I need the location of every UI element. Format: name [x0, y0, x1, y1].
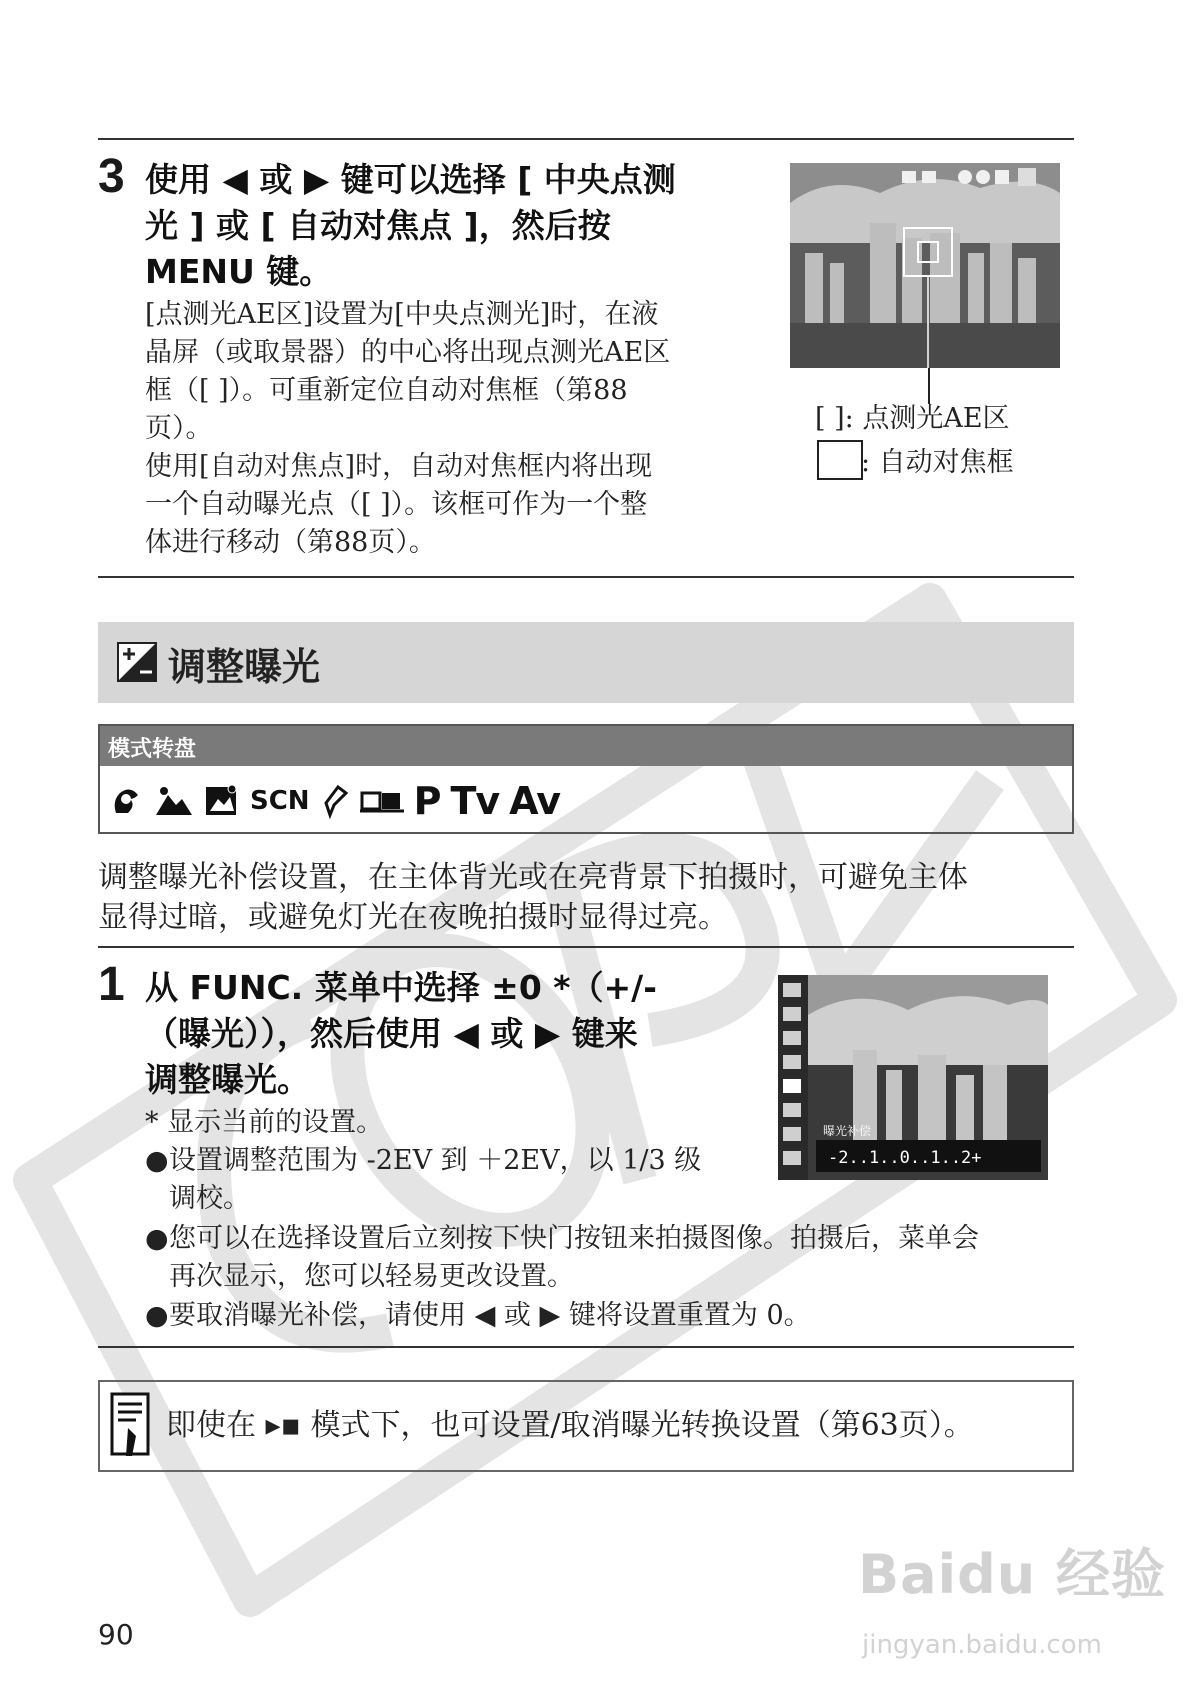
scn-mode-label: SCN: [250, 786, 310, 816]
section-title: 调整曝光: [168, 645, 321, 689]
af-frame-swatch: [817, 440, 863, 480]
step-number: 1: [98, 958, 125, 1011]
af-frame-legend: : 自动对焦框: [861, 447, 1014, 478]
camera-lcd-image: [790, 163, 1060, 368]
lcd-exposure-scale: -2..1..0..1..2+: [828, 1148, 982, 1168]
intro-paragraph: [98, 858, 1088, 938]
mode-dial-box: [98, 724, 1074, 834]
step-title-line: MENU 键。: [145, 252, 333, 291]
portrait-mode-icon: [108, 783, 144, 819]
bullet-item: [145, 1142, 785, 1218]
baidu-url: jingyan.baidu.com: [862, 1630, 1102, 1660]
text-line: 使用[自动对焦点]时，自动对焦框内将出现: [145, 451, 653, 482]
bullet-item: [145, 1220, 1105, 1296]
av-mode-label: Av: [509, 779, 560, 823]
exposure-compensation-icon: [117, 642, 157, 682]
section-header: [98, 622, 1074, 703]
text-line: 框（[ ]）。可重新定位自动对焦框（第88: [145, 375, 628, 406]
movie-camera-icon: [360, 783, 404, 819]
text-line: 体进行移动（第88页）。: [145, 527, 436, 558]
bullet-dot: ●: [145, 1300, 169, 1331]
text-line: 页）。: [145, 413, 213, 444]
bullet-text: 要取消曝光补偿，请使用 ◀ 或 ▶ 键将设置重置为 0。: [169, 1300, 811, 1331]
step-title-line: （曝光）），然后使用 ◀ 或 ▶ 键来: [145, 1014, 638, 1053]
spot-ae-legend: [ ]: 点测光AE区: [815, 403, 1010, 434]
step-title: [145, 965, 765, 1103]
baidu-logo: [858, 1532, 1166, 1609]
bottom-rule: [98, 1346, 1074, 1348]
step-description: [145, 296, 745, 562]
bullet-text: 设置调整范围为 -2EV 到 ＋2EV，以 1/3 级: [169, 1145, 702, 1176]
step-rule: [98, 946, 1074, 948]
page-number: 90: [98, 1618, 134, 1651]
text-line: 一个自动曝光点（[ ]）。该框可作为一个整: [145, 489, 648, 520]
camera-lcd-exposure-image: [778, 975, 1048, 1180]
note-text: 即使在 ▸▪ 模式下，也可设置/取消曝光转换设置（第63页）。: [166, 1408, 974, 1443]
text-line: [点测光AE区]设置为[中央点测光]时，在液: [145, 299, 659, 330]
step-title-line: 光 ] 或 [ 自动对焦点 ]，然后按: [145, 206, 611, 245]
night-snapshot-icon: [204, 783, 240, 819]
lcd-caption: 曝光补偿: [823, 1124, 872, 1138]
section-rule: [98, 576, 1074, 578]
text-line: 晶屏（或取景器）的中心将出现点测光AE区: [145, 337, 671, 368]
note-box: [98, 1380, 1074, 1472]
step-title-line: 使用 ◀ 或 ▶ 键可以选择 [ 中央点测: [145, 160, 676, 199]
bullet-text: 调校。: [169, 1183, 250, 1214]
text-line: 显得过暗，或避免灯光在夜晚拍摄时显得过亮。: [98, 900, 728, 935]
stitch-assist-icon: [320, 783, 350, 819]
step-title-line: 调整曝光。: [145, 1060, 310, 1099]
p-mode-label: P: [413, 779, 441, 823]
mode-dial-label: 模式转盘: [108, 737, 197, 762]
footnote: * 显示当前的设置。: [145, 1107, 384, 1138]
landscape-mode-icon: [154, 783, 194, 819]
text-line: 调整曝光补偿设置，在主体背光或在亮背景下拍摄时，可避免主体: [98, 860, 968, 895]
tv-mode-label: Tv: [450, 779, 500, 823]
step-number: 3: [98, 150, 125, 203]
top-rule: [98, 138, 1074, 140]
mode-dial-label-bar: [100, 726, 1072, 766]
leader-line: [928, 368, 930, 404]
bullet-text: 您可以在选择设置后立刻按下快门按钮来拍摄图像。拍摄后，菜单会: [169, 1223, 979, 1254]
baidu-logo-text: Baidu 经验: [858, 1543, 1167, 1606]
city-scene-illustration: [790, 163, 1060, 368]
mode-icons: [108, 774, 560, 828]
step-title-line: 从 FUNC. 菜单中选择 ±0 *（+/-: [145, 968, 657, 1007]
memo-icon: [110, 1392, 152, 1460]
bullet-dot: ●: [145, 1223, 169, 1254]
step-title: [145, 157, 745, 295]
bullet-dot: ●: [145, 1145, 169, 1176]
bullet-item: [145, 1297, 1105, 1335]
exposure-menu-illustration: [778, 975, 1048, 1180]
bullet-text: 再次显示，您可以轻易更改设置。: [169, 1261, 574, 1292]
